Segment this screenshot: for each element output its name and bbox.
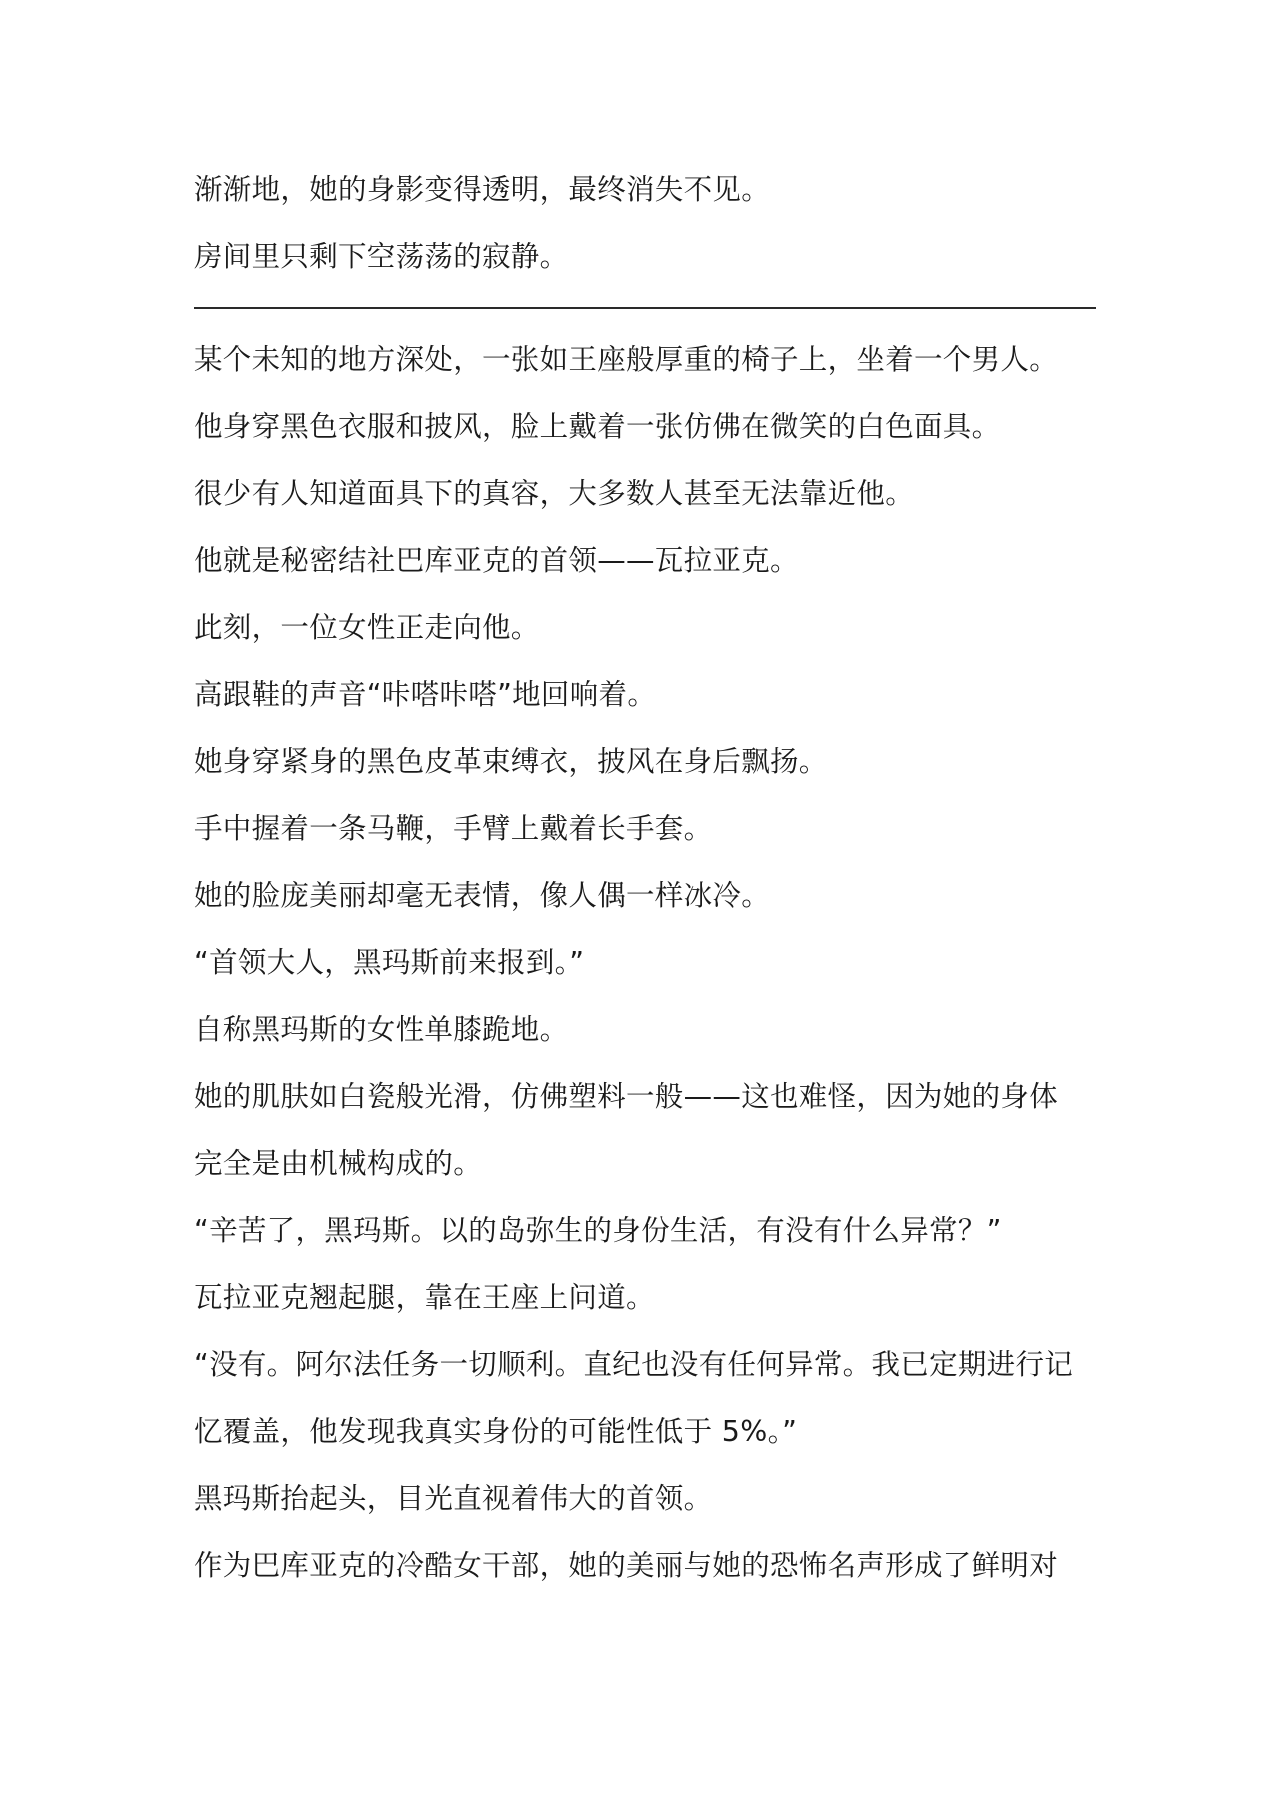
text-line: 她的脸庞美丽却毫无表情，像人偶一样冰冷。 — [194, 879, 771, 912]
text-line: 作为巴库亚克的冷酷女干部，她的美丽与她的恐怖名声形成了鲜明对 — [194, 1549, 1059, 1582]
text-line: 他就是秘密结社巴库亚克的首领——瓦拉亚克。 — [194, 544, 799, 577]
text-line: 此刻，一位女性正走向他。 — [194, 611, 540, 644]
text-line: 某个未知的地方深处，一张如王座般厚重的椅子上，坐着一个男人。 — [194, 343, 1059, 376]
text-line: “没有。阿尔法任务一切顺利。直纪也没有任何异常。我已定期进行记 — [194, 1348, 1074, 1381]
text-line: 完全是由机械构成的。 — [194, 1147, 483, 1180]
text-line: 渐渐地，她的身影变得透明，最终消失不见。 — [194, 173, 771, 206]
text-line: 瓦拉亚克翘起腿，靠在王座上问道。 — [194, 1281, 655, 1314]
text-line: 房间里只剩下空荡荡的寂静。 — [194, 240, 569, 273]
section-divider — [194, 307, 1096, 309]
text-line: 忆覆盖，他发现我真实身份的可能性低于 5%。” — [194, 1415, 798, 1448]
text-line: “首领大人，黑玛斯前来报到。” — [194, 946, 585, 979]
text-line: 自称黑玛斯的女性单膝跪地。 — [194, 1013, 569, 1046]
text-line: 高跟鞋的声音“咔嗒咔嗒”地回响着。 — [194, 678, 657, 711]
text-line: “辛苦了，黑玛斯。以的岛弥生的身份生活，有没有什么异常？” — [194, 1214, 1002, 1247]
text-line: 黑玛斯抬起头，目光直视着伟大的首领。 — [194, 1482, 713, 1515]
text-line: 很少有人知道面具下的真容，大多数人甚至无法靠近他。 — [194, 477, 915, 510]
text-line: 她的肌肤如白瓷般光滑，仿佛塑料一般——这也难怪，因为她的身体 — [194, 1080, 1059, 1113]
text-line: 她身穿紧身的黑色皮革束缚衣，披风在身后飘扬。 — [194, 745, 828, 778]
text-line: 他身穿黑色衣服和披风，脸上戴着一张仿佛在微笑的白色面具。 — [194, 410, 1001, 443]
text-line: 手中握着一条马鞭，手臂上戴着长手套。 — [194, 812, 713, 845]
